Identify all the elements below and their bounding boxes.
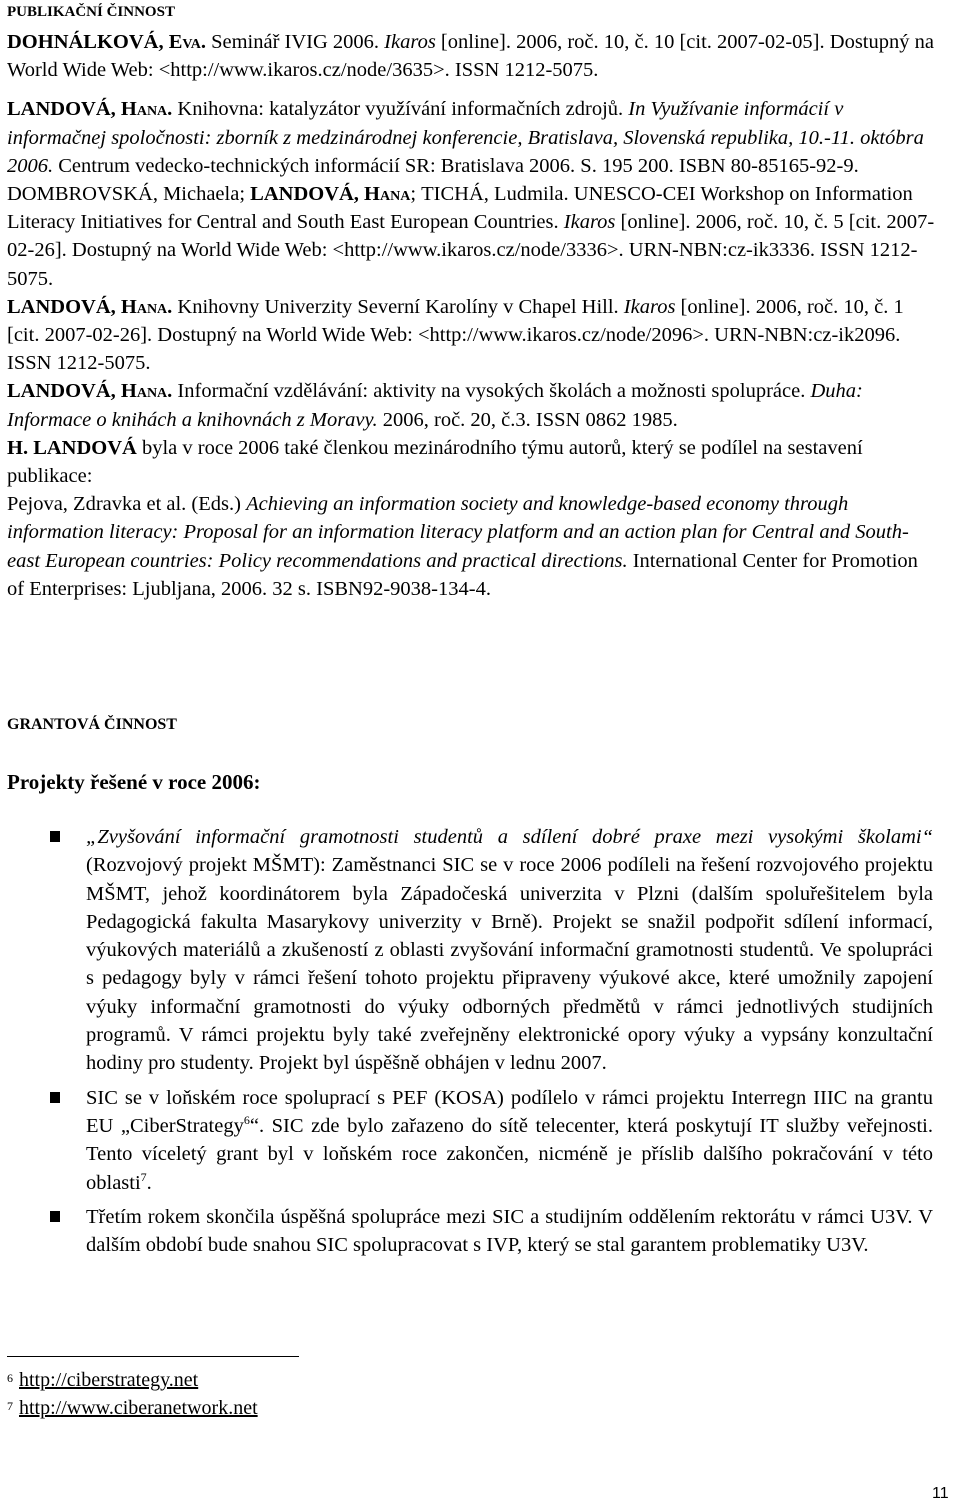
reference-item: DOMBROVSKÁ, Michaela; LANDOVÁ, Hana; TICHÁ, Ludmila. UNESCO-CEI Workshop on Information Literacy Initiatives for Central and South East European Countries. Ikaros [online]. 2006, roč. 10, č. 5 [cit. 2007-02-26]. Dostupný na World Wide Web: <http://www.ikaros.cz/node/3336>. URN-NBN:cz-ik3336. ISSN 1212-5075. [7,183,935,290]
reference-author: LANDOVÁ, Hana. [7,380,173,403]
list-item: SIC se v loňském roce spoluprací s PEF (KOSA) podílelo v rámci projektu Interregn IIIC na grantu EU „CiberStrategy$^6$“. SIC zde bylo zařazeno do sítě telecenter, která poskytují IT služby veřejnosti. Tento víceletý grant byl v loňském roce zakončen, nicméně je příslib dalšího pokračování v této oblasti$^7$. [7,1084,933,1197]
footnote-ref[interactable]: 7 [140,1169,147,1184]
reference-item: DOHNÁLKOVÁ, Eva. Seminář IVIG 2006. Ikaros [online]. 2006, roč. 10, č. 10 [cit. 2007-02-05]. Dostupný na World Wide Web: <http://www.ikaros.cz/node/3635>. ISSN 1212-5075. [7,31,934,82]
footnote-link[interactable]: http://ciberstrategy.net [19,1369,199,1391]
square-bullet-icon [50,1211,60,1222]
reference-item: H. LANDOVÁ byla v roce 2006 také členkou mezinárodního týmu autorů, který se podílel na sestavení publikace: [7,436,863,488]
reference-author: LANDOVÁ, Hana. [7,295,173,318]
reference-item: LANDOVÁ, Hana. Knihovny Univerzity Severní Karolíny v Chapel Hill. Ikaros [online]. 2006, roč. 10, č. 1 [cit. 2007-02-26]. Dostupný na World Wide Web: <http://www.ikaros.cz/node/2096>. URN-NBN:cz-ik2096. ISSN 1212-5075. [7,295,904,375]
reference-item: Pejova, Zdravka et al. (Eds.) Achieving an information society and knowledge-based economy through information literacy: Proposal for an information literacy platform and an action plan for Central and South-east European countries: Policy recommendations and practical directions. International Center for Promotion of Enterprises: Ljubljana, 2006. 32 s. ISBN92-9038-134-4. [7,493,918,600]
list-item: Třetím rokem skončila úspěšná spolupráce mezi SIC a studijním oddělením rektorátu v rámci U3V. V dalším období bude snahou SIC spolupracovat s IVP, který se stal garantem problematiky U3V. [7,1203,933,1260]
footnotes [7,1366,258,1422]
footnote-separator [7,1356,299,1357]
reference-author: DOHNÁLKOVÁ, Eva. [7,31,206,53]
page-number: 11 [932,1485,949,1502]
publication-list [7,28,937,603]
reference-author: LANDOVÁ, Hana. [7,98,173,121]
square-bullet-icon [50,1092,60,1103]
section-heading-publications: PUBLIKAČNÍ ČINNOST [7,4,175,20]
footnote-link[interactable]: http://www.ciberanetwork.net [19,1397,258,1419]
reference-item: LANDOVÁ, Hana. Informační vzdělávání: aktivity na vysokých školách a možnosti spolupráce. Duha: Informace o knihách a knihovnách z Moravy. 2006, roč. 20, č.3. ISSN 0862 1985. [7,380,863,431]
footnote-number: 6 [7,1371,13,1385]
section-heading-grants: GRANTOVÁ ČINNOST [7,716,177,733]
reference-author: H. LANDOVÁ [7,436,137,459]
footnote-item [7,1366,258,1394]
reference-item: LANDOVÁ, Hana. Knihovna: katalyzátor využívání informačních zdrojů. In Využívanie informácií v informačnej spoločnosti: zborník z medzinárodnej konferencie, Bratislava, Slovenská republika, 10.-11. októbra 2006. Centrum vedecko-technických informácií SR: Bratislava 2006. S. 195 200. ISBN 80-85165-92-9. [7,98,924,177]
reference-author: DOMBROVSKÁ [7,183,153,206]
footnote-number: 7 [7,1399,13,1413]
footnote-item [7,1394,258,1422]
square-bullet-icon [50,831,60,842]
project-list [7,823,933,1265]
list-item: „Zvyšování informační gramotnosti studentů a sdílení dobré praxe mezi vysokými školami“ (Rozvojový projekt MŠMT): Zaměstnanci SIC se v roce 2006 podíleli na řešení rozvojového projektu MŠMT, jehož koordinátorem byla Západočeská univerzita v Plzni (dalším spoluřešitelem byla Pedagogická fakulta Masarykovy univerzity v Brně). Projekt se snažil podpořit sdílení informací, výukových materiálů a zkušeností z oblasti zvyšování informační gramotnosti studentů. Ve spolupráci s pedagogy byly v rámci řešení tohoto projektu připraveny výukové akce, které umožnily zapojení výuky informační gramotnosti do výuky odborných předmětů v rámci jednotlivých studijních programů. V rámci projektu byly také zveřejněny elektronické opory výuky a vypsány konzultační hodiny pro studenty. Projekt byl úspěšně obhájen v lednu 2007. [7,823,933,1078]
projects-heading: Projekty řešené v roce 2006: [7,770,261,794]
footnote-ref[interactable]: 6 [243,1113,250,1128]
